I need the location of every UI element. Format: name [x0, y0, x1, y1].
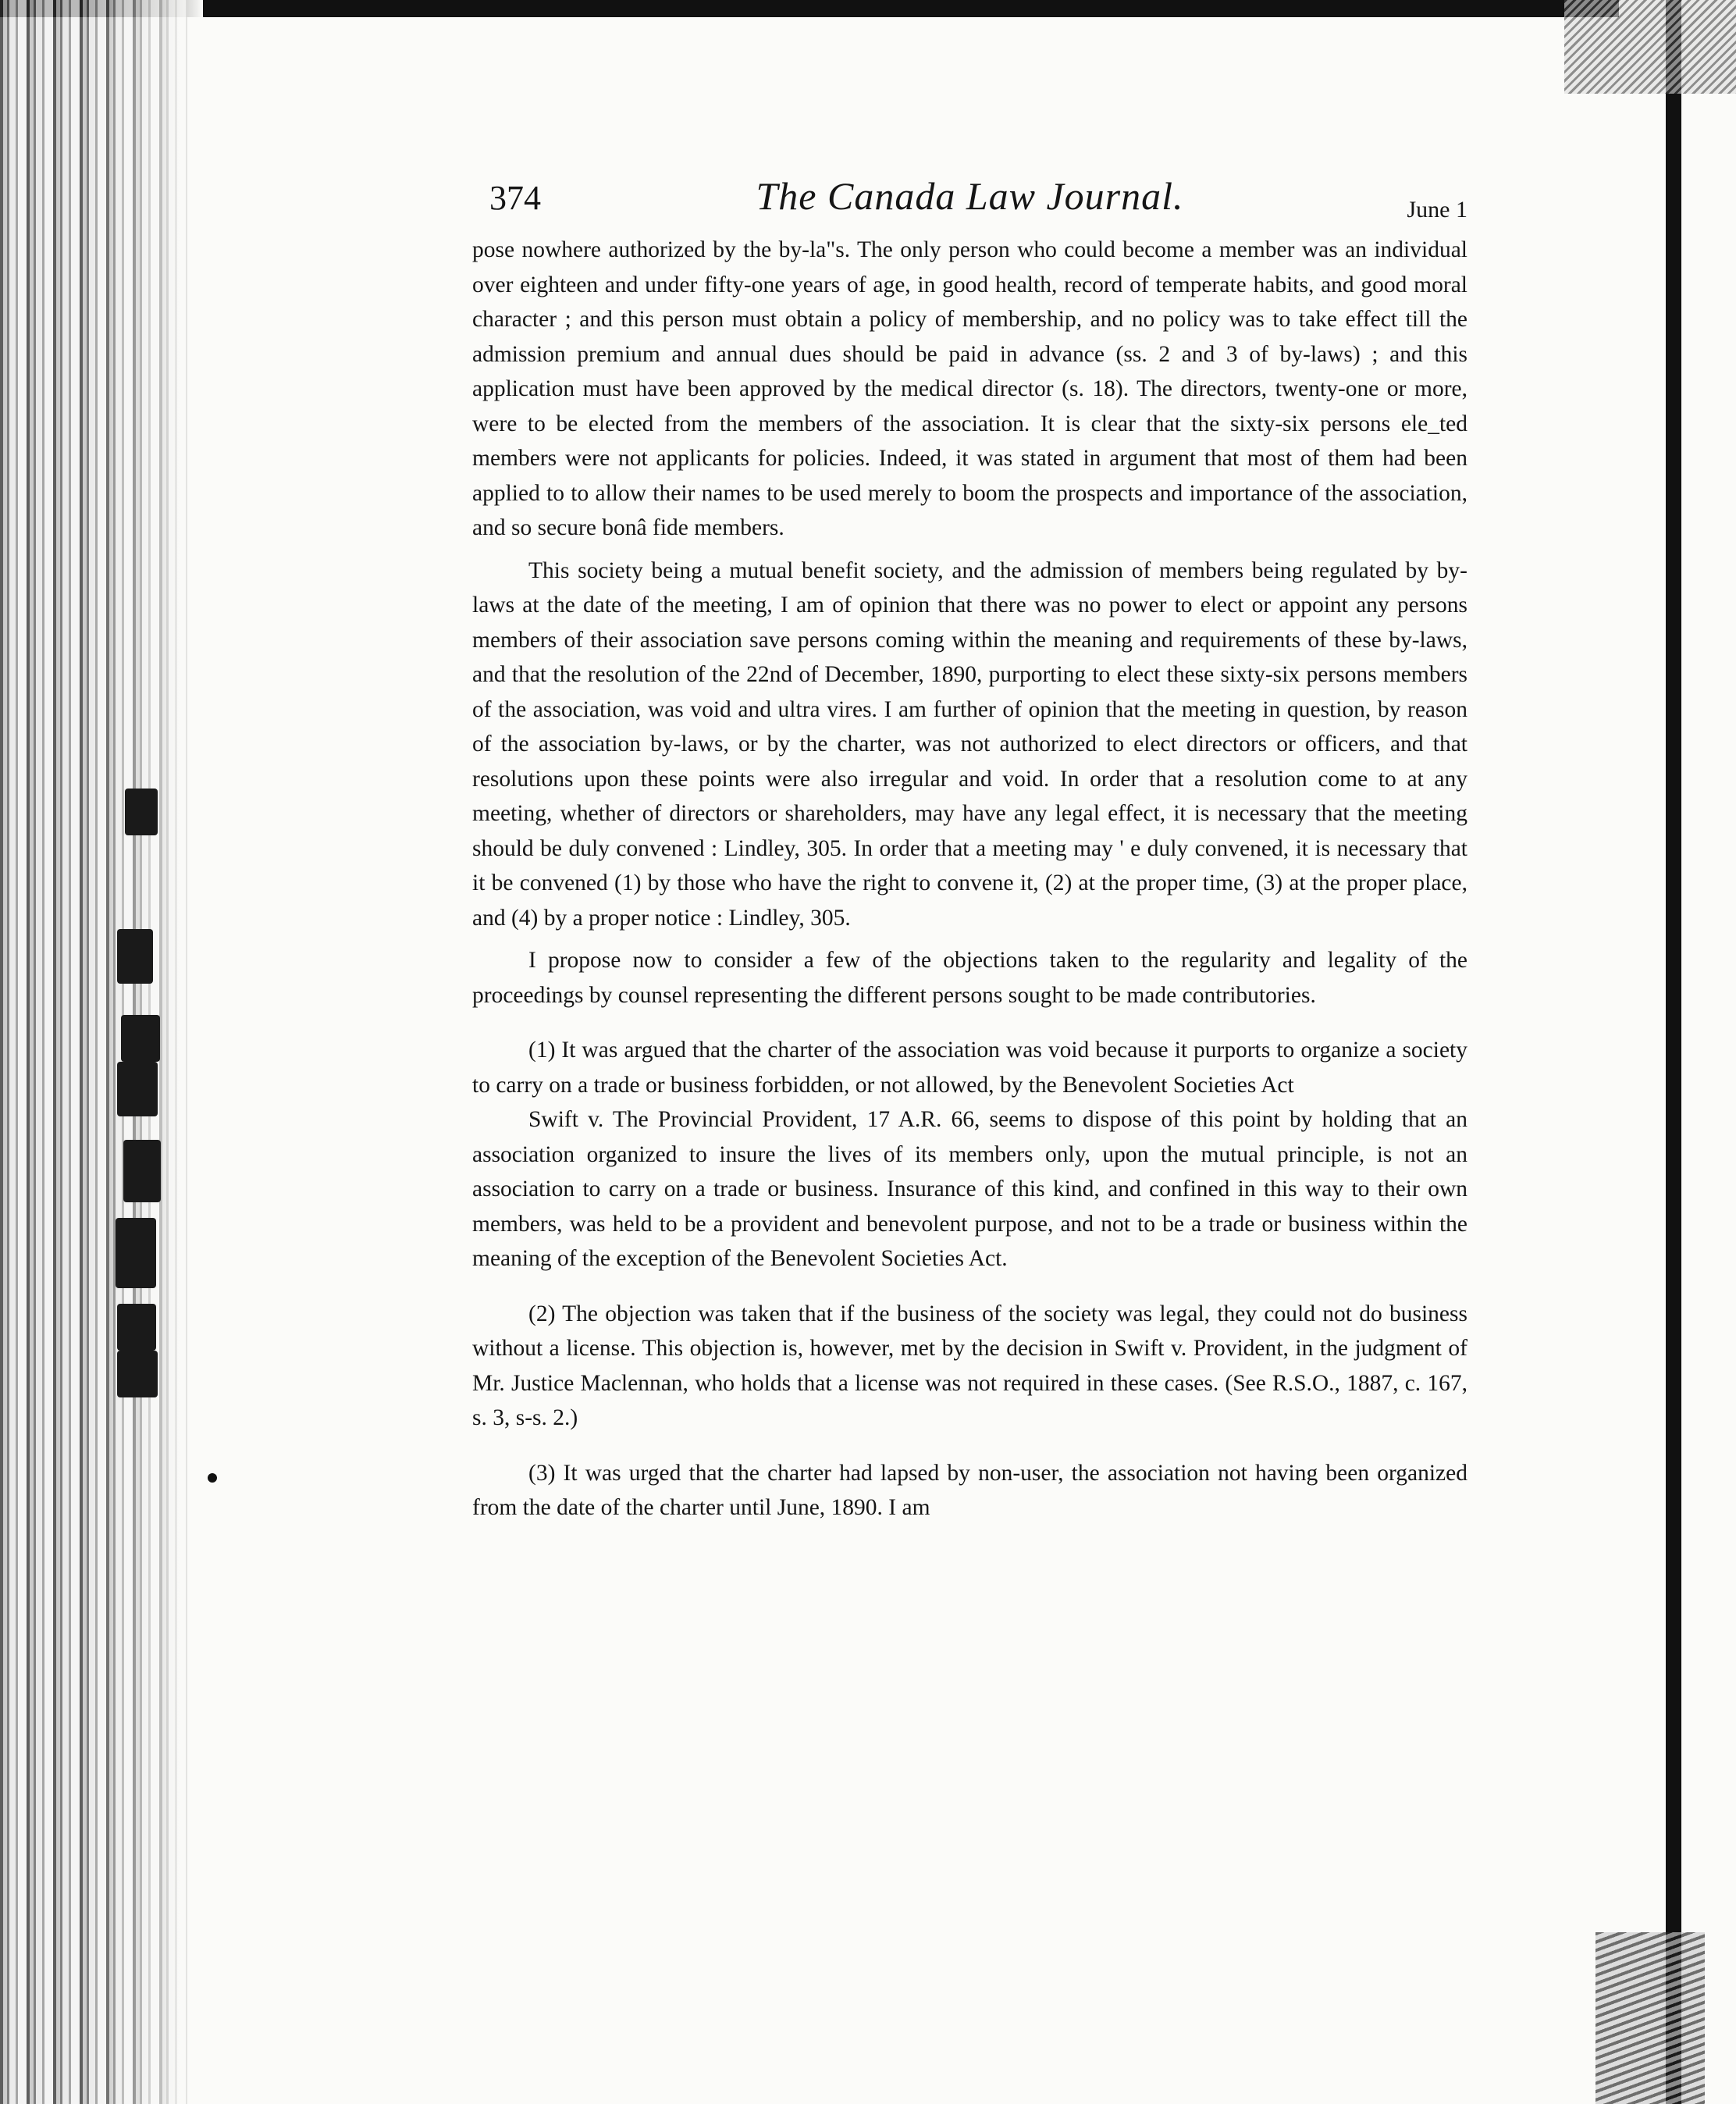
- ink-blot: [117, 1351, 158, 1397]
- scan-right-top-artifact: [1564, 0, 1736, 94]
- ink-blot: [117, 1304, 156, 1351]
- paragraph: This society being a mutual benefit society, and the admission of members being regulated by by-laws at the date of the meeting, I am of opinion that there was no power to elect or appoint any persons members of their association save persons coming within the meaning and requirements of these by-laws, and that the resolution of the 22nd of December, 1890, purporting to elect these sixty-six persons members of the association, was void and ultra vires. I am further of opinion that the meeting in question, by reason of the association by-laws, or by the charter, was not authorized to elect directors or officers, and that resolutions upon these points were also irregular and void. In order that a resolution come to at any meeting, whether of directors or shareholders, may have any legal effect, it is necessary that the meeting should be duly convened : Lindley, 305. In order that a meeting may ' e duly convened, it is necessary that it be convened (1) by those who have the right to convene it, (2) at the proper time, (3) at the proper place, and (4) by a proper notice : Lindley, 305.: [472, 557, 1467, 931]
- ink-dot: [208, 1473, 217, 1483]
- ink-blot: [117, 929, 153, 984]
- scan-right-edge: [1619, 0, 1736, 2104]
- article-body: [472, 233, 1467, 1525]
- page-number: 374: [489, 179, 541, 217]
- ink-blot: [123, 1140, 161, 1202]
- paragraph: Swift v. The Provincial Provident, 17 A.R. 66, seems to dispose of this point by holding that an association organized to insure the lives of its members only, upon the mutual principle, is not an association to carry on a trade or business. Insurance of this kind, and confined in this way to their own members, was held to be a provident and benevolent purpose, and not to be a trade or business within the meaning of the exception of the Benevolent Societies Act.: [472, 1107, 1467, 1271]
- running-head: [472, 170, 1467, 233]
- journal-page: [472, 170, 1467, 1525]
- paragraph: pose nowhere authorized by the by-la"s. The only person who could become a member was an individual over eighteen and under fifty-one years of age, in good health, record of temperate habits, and good moral character ; and this person must obtain a policy of membership, and no policy was to take effect till the admission premium and annual dues should be paid in advance (ss. 2 and 3 of by-laws) ; and this application must have been approved by the medical director (s. 18). The directors, twenty-one or more, were to be elected from the members of the association. It is clear that the sixty-six persons ele_ted members were not applicants for policies. Indeed, it was stated in argument that most of them had been applied to to allow their names to be used merely to boom the prospects and importance of the association, and so secure bonâ fide members.: [472, 237, 1467, 540]
- ink-blot: [117, 1062, 158, 1116]
- issue-date: June 1: [1407, 197, 1467, 223]
- paragraph: I propose now to consider a few of the objections taken to the regularity and legality of the proceedings by counsel representing the different persons sought to be made contributories.: [472, 948, 1467, 1008]
- paragraph: (3) It was urged that the charter had lapsed by non-user, the association not having been organized from the date of the charter until June, 1890. I am: [472, 1460, 1467, 1520]
- paragraph: (2) The objection was taken that if the business of the society was legal, they could not do business without a license. This objection is, however, met by the decision in Swift v. Provident, in the judgment of Mr. Justice Maclennan, who holds that a license was not required in these cases. (See R.S.O., 1887, c. 167, s. 3, s-s. 2.): [472, 1301, 1467, 1430]
- journal-title: The Canada Law Journal.: [756, 174, 1184, 218]
- scan-top-edge: [0, 0, 1736, 17]
- scan-right-bottom-artifact: [1595, 1932, 1705, 2104]
- ink-blot: [116, 1218, 156, 1288]
- ink-blot: [121, 1015, 160, 1062]
- ink-blot: [125, 789, 158, 835]
- paragraph: (1) It was argued that the charter of the association was void because it purports to organize a society to carry on a trade or business forbidden, or not allowed, by the Benevolent Societies Act: [472, 1038, 1467, 1098]
